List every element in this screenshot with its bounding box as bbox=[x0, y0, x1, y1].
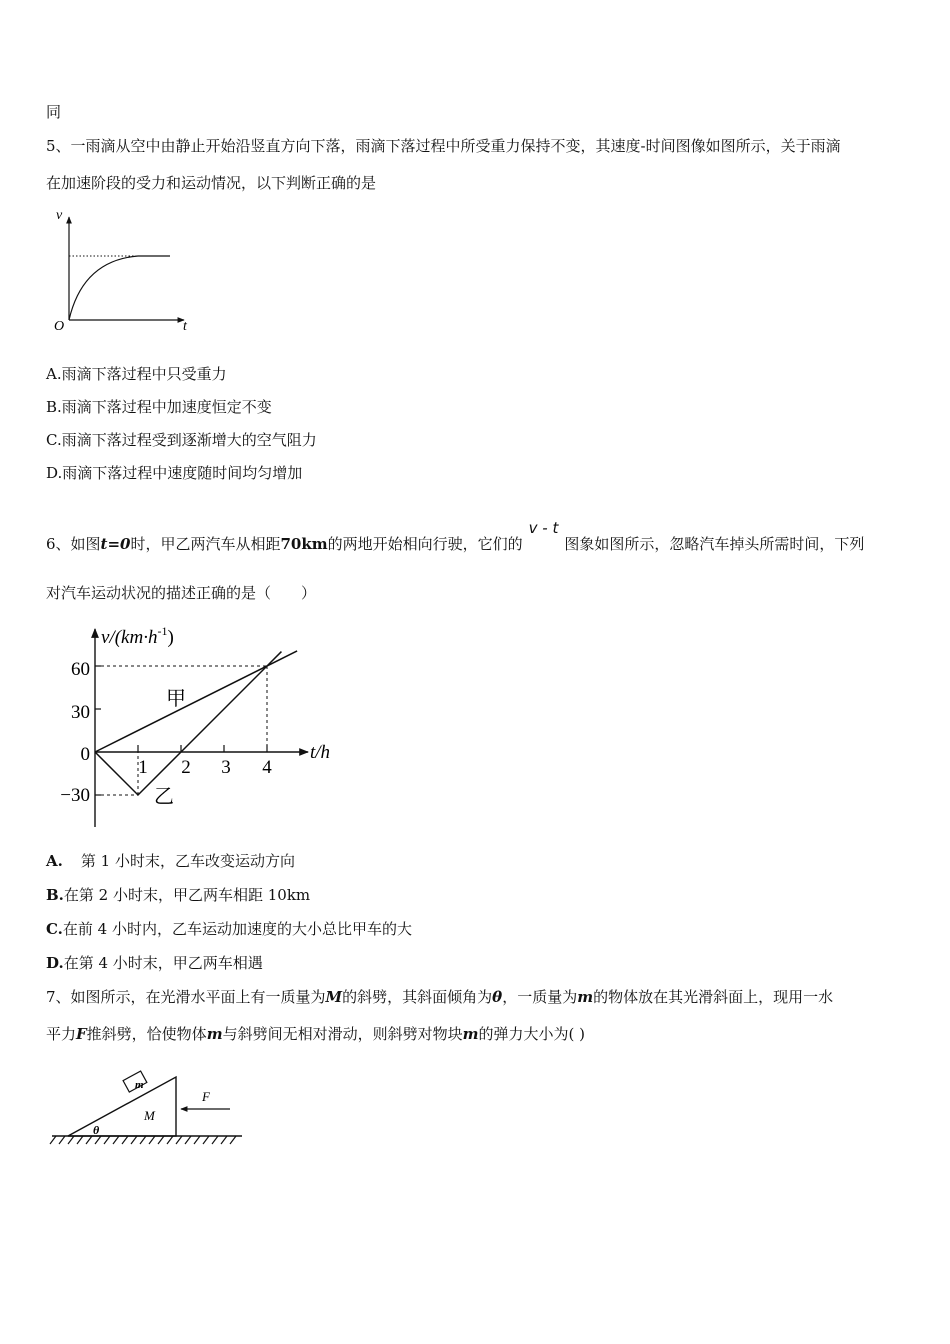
q7-wedge-label: M bbox=[144, 1108, 155, 1123]
q6-xtick-4: 4 bbox=[262, 757, 272, 778]
q6-option-c-letter: C. bbox=[46, 920, 63, 938]
q6-ytick-neg30: −30 bbox=[60, 785, 90, 806]
q6-ytick-30: 30 bbox=[71, 702, 90, 723]
q7-part-e: 平力 bbox=[46, 1025, 77, 1043]
q6-xtick-3: 3 bbox=[221, 757, 231, 778]
q7-ground-hatch bbox=[59, 1136, 65, 1144]
q6-y-label-main: v/(km·h bbox=[101, 627, 158, 648]
q7-stem-line2 bbox=[46, 1024, 585, 1044]
q6-stem-part-b: 时，甲乙两汽车从相距 bbox=[130, 535, 281, 553]
q5-option-b: B.雨滴下落过程中加速度恒定不变 bbox=[46, 398, 272, 416]
q5-stem-line1: 5、一雨滴从空中由静止开始沿竖直方向下落，雨滴下落过程中所受重力保持不变，其速度-时间图像如图所示，关于雨滴 bbox=[46, 137, 841, 155]
q6-ytick-60: 60 bbox=[71, 659, 90, 680]
q7-ground-hatch bbox=[230, 1136, 236, 1144]
prev-question-tail: 同 bbox=[46, 103, 62, 121]
q7-ground-hatch bbox=[113, 1136, 119, 1144]
q7-ground-hatch bbox=[212, 1136, 218, 1144]
q7-part-c: ，一质量为 bbox=[502, 988, 578, 1006]
q6-label-yi: 乙 bbox=[154, 786, 174, 808]
q7-part-a: 7、如图所示，在光滑水平面上有一质量为 bbox=[46, 988, 326, 1006]
q6-vt-label: v - t bbox=[528, 519, 559, 537]
q5-stem-line2: 在加速阶段的受力和运动情况，以下判断正确的是 bbox=[46, 174, 377, 192]
q7-wedge-figure bbox=[46, 1063, 251, 1155]
q7-ground-hatch bbox=[131, 1136, 137, 1144]
q7-ground-hatch bbox=[86, 1136, 92, 1144]
q7-var-m-2: m bbox=[206, 1025, 223, 1043]
q7-part-g: 与斜劈间无相对滑动，则斜劈对物块 bbox=[222, 1025, 463, 1043]
q6-stem-line1 bbox=[46, 519, 865, 554]
q5-y-label: v bbox=[56, 208, 63, 223]
q7-part-f: 推斜劈，恰使物体 bbox=[86, 1025, 207, 1043]
q7-ground-hatch bbox=[158, 1136, 164, 1144]
q7-var-M: M bbox=[325, 988, 343, 1006]
q7-ground-hatch bbox=[50, 1136, 56, 1144]
q6-distance: 70km bbox=[280, 535, 328, 553]
q6-vt-chart bbox=[46, 617, 346, 832]
q6-xtick-2: 2 bbox=[181, 757, 191, 778]
q6-stem-line2: 对汽车运动状况的描述正确的是（ ） bbox=[46, 584, 317, 602]
q6-x-axis-label: t/h bbox=[310, 742, 331, 763]
q7-ground-hatch bbox=[203, 1136, 209, 1144]
q7-angle-label: θ bbox=[93, 1123, 100, 1137]
q6-option-c-text: 在前 4 小时内，乙车运动加速度的大小总比甲车的大 bbox=[62, 920, 412, 938]
q6-option-d-text: 在第 4 小时末，甲乙两车相遇 bbox=[63, 954, 263, 972]
q7-part-d: 的物体放在其光滑斜面上，现用一水 bbox=[593, 988, 834, 1006]
q6-option-a bbox=[46, 851, 295, 871]
q7-ground-hatch bbox=[140, 1136, 146, 1144]
q7-ground-hatch bbox=[77, 1136, 83, 1144]
q7-part-h: 的弹力大小为( ) bbox=[478, 1025, 585, 1043]
q6-stem-part-a: 6、如图 bbox=[46, 535, 101, 553]
q7-block-label: m bbox=[135, 1079, 144, 1091]
q6-option-a-text: 第 1 小时末，乙车改变运动方向 bbox=[80, 852, 295, 870]
q6-ytick-0: 0 bbox=[80, 744, 90, 765]
q6-option-b-letter: B. bbox=[46, 886, 64, 904]
q5-option-a: A.雨滴下落过程中只受重力 bbox=[46, 365, 227, 383]
q5-velocity-curve bbox=[69, 256, 170, 320]
q6-option-a-letter: A. bbox=[46, 852, 63, 870]
q7-ground-hatch bbox=[68, 1136, 74, 1144]
q5-option-c: C.雨滴下落过程受到逐渐增大的空气阻力 bbox=[46, 431, 317, 449]
q7-ground-hatch bbox=[122, 1136, 128, 1144]
q6-option-b bbox=[46, 885, 310, 905]
q5-option-d: D.雨滴下落过程中速度随时间均匀增加 bbox=[46, 464, 303, 482]
q6-stem-part-d: 图象如图所示，忽略汽车掉头所需时间，下列 bbox=[564, 535, 865, 553]
q7-var-theta: θ bbox=[492, 988, 503, 1006]
q7-ground-hatch bbox=[221, 1136, 227, 1144]
q7-ground-hatch bbox=[167, 1136, 173, 1144]
q7-wedge bbox=[68, 1077, 176, 1136]
q7-ground-hatch bbox=[95, 1136, 101, 1144]
q6-t0: t=0 bbox=[100, 535, 131, 553]
q7-ground-hatch bbox=[185, 1136, 191, 1144]
q6-y-axis-label bbox=[101, 624, 174, 648]
q7-var-m: m bbox=[577, 988, 594, 1006]
q7-var-F: F bbox=[76, 1025, 87, 1043]
q7-ground-hatch bbox=[149, 1136, 155, 1144]
q6-xtick-1: 1 bbox=[138, 757, 148, 778]
q7-stem-line1 bbox=[46, 987, 833, 1007]
q6-option-b-text: 在第 2 小时末，甲乙两车相距 10km bbox=[63, 886, 311, 904]
q7-ground-hatch bbox=[176, 1136, 182, 1144]
q6-option-c bbox=[46, 919, 412, 939]
q7-ground-hatch bbox=[104, 1136, 110, 1144]
q5-vt-graph bbox=[46, 203, 206, 338]
q7-ground-hatch bbox=[194, 1136, 200, 1144]
q5-origin-label: O bbox=[54, 319, 65, 334]
q6-option-d-letter: D. bbox=[46, 954, 64, 972]
q6-option-d bbox=[46, 953, 263, 973]
q5-x-label: t bbox=[183, 319, 187, 334]
q6-y-label-end: ) bbox=[167, 627, 174, 648]
q6-label-jia: 甲 bbox=[166, 688, 186, 710]
q6-y-label-sup: -1 bbox=[157, 624, 168, 638]
q7-var-m-3: m bbox=[462, 1025, 479, 1043]
q7-part-b: 的斜劈，其斜面倾角为 bbox=[342, 988, 493, 1006]
q7-force-label: F bbox=[202, 1089, 210, 1104]
q6-stem-part-c: 的两地开始相向行驶，它们的 bbox=[327, 535, 523, 553]
